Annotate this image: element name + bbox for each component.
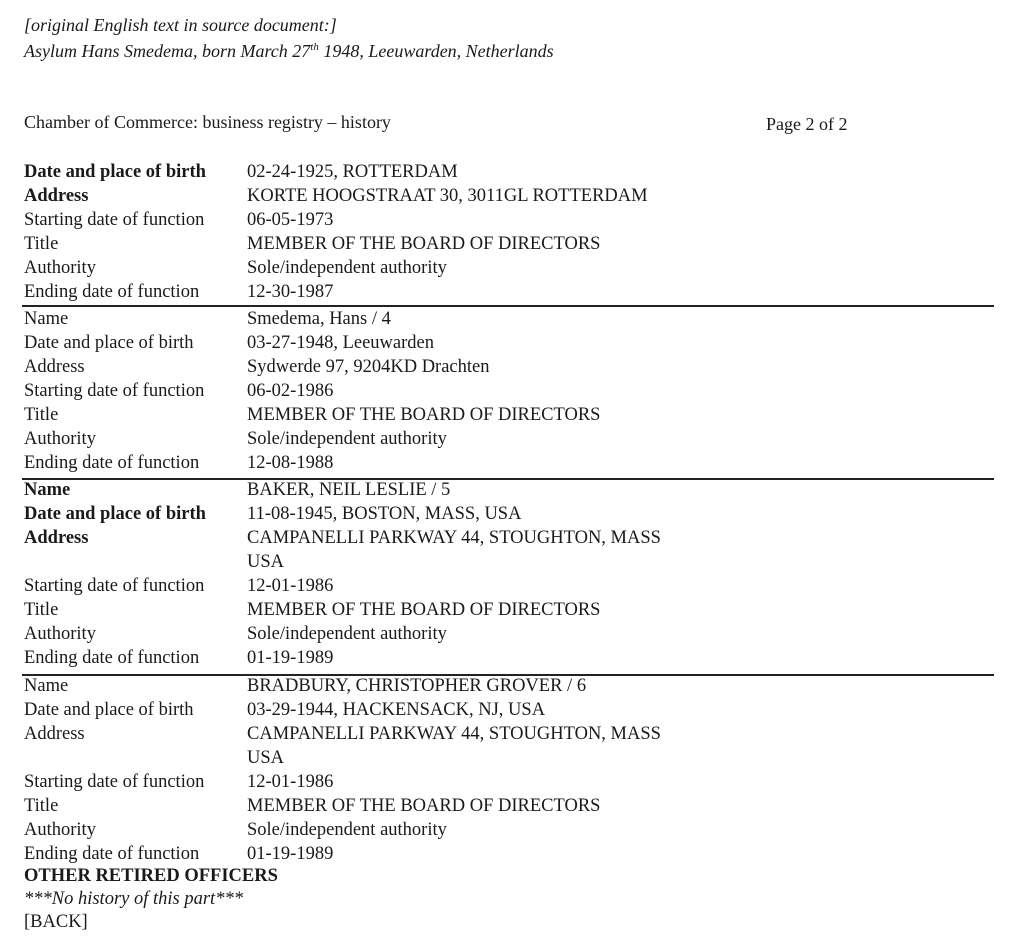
field-value: USA [247, 748, 285, 768]
field-value: CAMPANELLI PARKWAY 44, STOUGHTON, MASS [247, 724, 661, 744]
record-row [24, 794, 984, 818]
record-row [24, 698, 984, 722]
field-value: 03-27-1948, Leeuwarden [247, 333, 434, 353]
record-row [24, 208, 984, 232]
field-label: Ending date of function [24, 844, 200, 864]
field-label: Name [24, 309, 69, 329]
field-value: 11-08-1945, BOSTON, MASS, USA [247, 504, 522, 524]
field-label: Date and place of birth [24, 700, 194, 720]
field-label: Starting date of function [24, 772, 205, 792]
field-value: USA [247, 552, 285, 572]
record-row [24, 574, 984, 598]
field-label: Ending date of function [24, 648, 200, 668]
field-label: Starting date of function [24, 381, 205, 401]
field-label: Address [24, 357, 85, 377]
field-value: 12-30-1987 [247, 282, 334, 302]
translation-note: [original English text in source document:] [24, 15, 337, 35]
field-label: Date and place of birth [24, 162, 206, 182]
field-value: KORTE HOOGSTRAAT 30, 3011GL ROTTERDAM [247, 186, 648, 206]
field-value: 12-01-1986 [247, 576, 334, 596]
record-row [24, 280, 984, 304]
asylum-subject-suffix: 1948, Leeuwarden, Netherlands [318, 41, 554, 61]
record-row [24, 451, 984, 475]
record-row [24, 478, 984, 502]
field-label: Ending date of function [24, 282, 200, 302]
field-value: BAKER, NEIL LESLIE / 5 [247, 480, 451, 500]
no-history-note: ***No history of this part*** [24, 889, 243, 909]
field-value: 06-05-1973 [247, 210, 334, 230]
field-label: Name [24, 676, 69, 696]
field-label: Date and place of birth [24, 504, 206, 524]
field-value: Sole/independent authority [247, 429, 447, 449]
asylum-subject-line [24, 40, 554, 62]
record-row [24, 307, 984, 331]
record-divider [22, 478, 994, 480]
record-row [24, 355, 984, 379]
field-value: 02-24-1925, ROTTERDAM [247, 162, 458, 182]
field-value: Sole/independent authority [247, 820, 447, 840]
record-row [24, 622, 984, 646]
field-value: 01-19-1989 [247, 648, 334, 668]
record-row [24, 598, 984, 622]
record-row [24, 842, 984, 866]
field-value: 03-29-1944, HACKENSACK, NJ, USA [247, 700, 546, 720]
field-label: Address [24, 724, 85, 744]
record-row [24, 379, 984, 403]
record-row [24, 184, 984, 208]
record-row [24, 722, 984, 746]
field-label: Name [24, 480, 71, 500]
back-link[interactable]: [BACK] [24, 912, 88, 932]
field-value: Smedema, Hans / 4 [247, 309, 391, 329]
field-value: MEMBER OF THE BOARD OF DIRECTORS [247, 796, 601, 816]
record-row [24, 818, 984, 842]
asylum-subject-ordinal: th [310, 41, 319, 53]
field-label: Starting date of function [24, 210, 205, 230]
asylum-subject-prefix: Asylum Hans Smedema, born March 27 [24, 41, 311, 61]
field-label: Date and place of birth [24, 333, 194, 353]
field-label: Authority [24, 429, 96, 449]
record-row [24, 403, 984, 427]
field-value: 06-02-1986 [247, 381, 334, 401]
field-label: Authority [24, 624, 96, 644]
record-row [24, 427, 984, 451]
record-row [24, 674, 984, 698]
section-heading: OTHER RETIRED OFFICERS [24, 866, 278, 886]
registry-title: Chamber of Commerce: business registry – history [24, 112, 391, 132]
field-label: Title [24, 796, 59, 816]
record-row [24, 160, 984, 184]
field-label: Authority [24, 820, 96, 840]
record-row [24, 256, 984, 280]
field-value: MEMBER OF THE BOARD OF DIRECTORS [247, 234, 601, 254]
record-row [24, 502, 984, 526]
field-label: Title [24, 405, 59, 425]
field-value: MEMBER OF THE BOARD OF DIRECTORS [247, 405, 601, 425]
record-row [24, 646, 984, 670]
field-value: MEMBER OF THE BOARD OF DIRECTORS [247, 600, 601, 620]
field-label: Title [24, 234, 59, 254]
field-label: Title [24, 600, 59, 620]
field-value: 01-19-1989 [247, 844, 334, 864]
record-row [24, 770, 984, 794]
field-value: Sydwerde 97, 9204KD Drachten [247, 357, 490, 377]
field-label: Authority [24, 258, 96, 278]
field-label: Ending date of function [24, 453, 200, 473]
record-divider [22, 305, 994, 307]
field-value: 12-01-1986 [247, 772, 334, 792]
field-label: Starting date of function [24, 576, 205, 596]
record-row [24, 232, 984, 256]
field-value: Sole/independent authority [247, 258, 447, 278]
field-value: 12-08-1988 [247, 453, 334, 473]
record-divider [22, 674, 994, 676]
field-value: BRADBURY, CHRISTOPHER GROVER / 6 [247, 676, 587, 696]
field-value: CAMPANELLI PARKWAY 44, STOUGHTON, MASS [247, 528, 661, 548]
field-label: Address [24, 528, 89, 548]
field-label: Address [24, 186, 89, 206]
record-row [24, 331, 984, 355]
field-value: Sole/independent authority [247, 624, 447, 644]
record-row [24, 526, 984, 550]
page-indicator: Page 2 of 2 [766, 114, 848, 134]
record-row [24, 550, 984, 574]
record-row [24, 746, 984, 770]
